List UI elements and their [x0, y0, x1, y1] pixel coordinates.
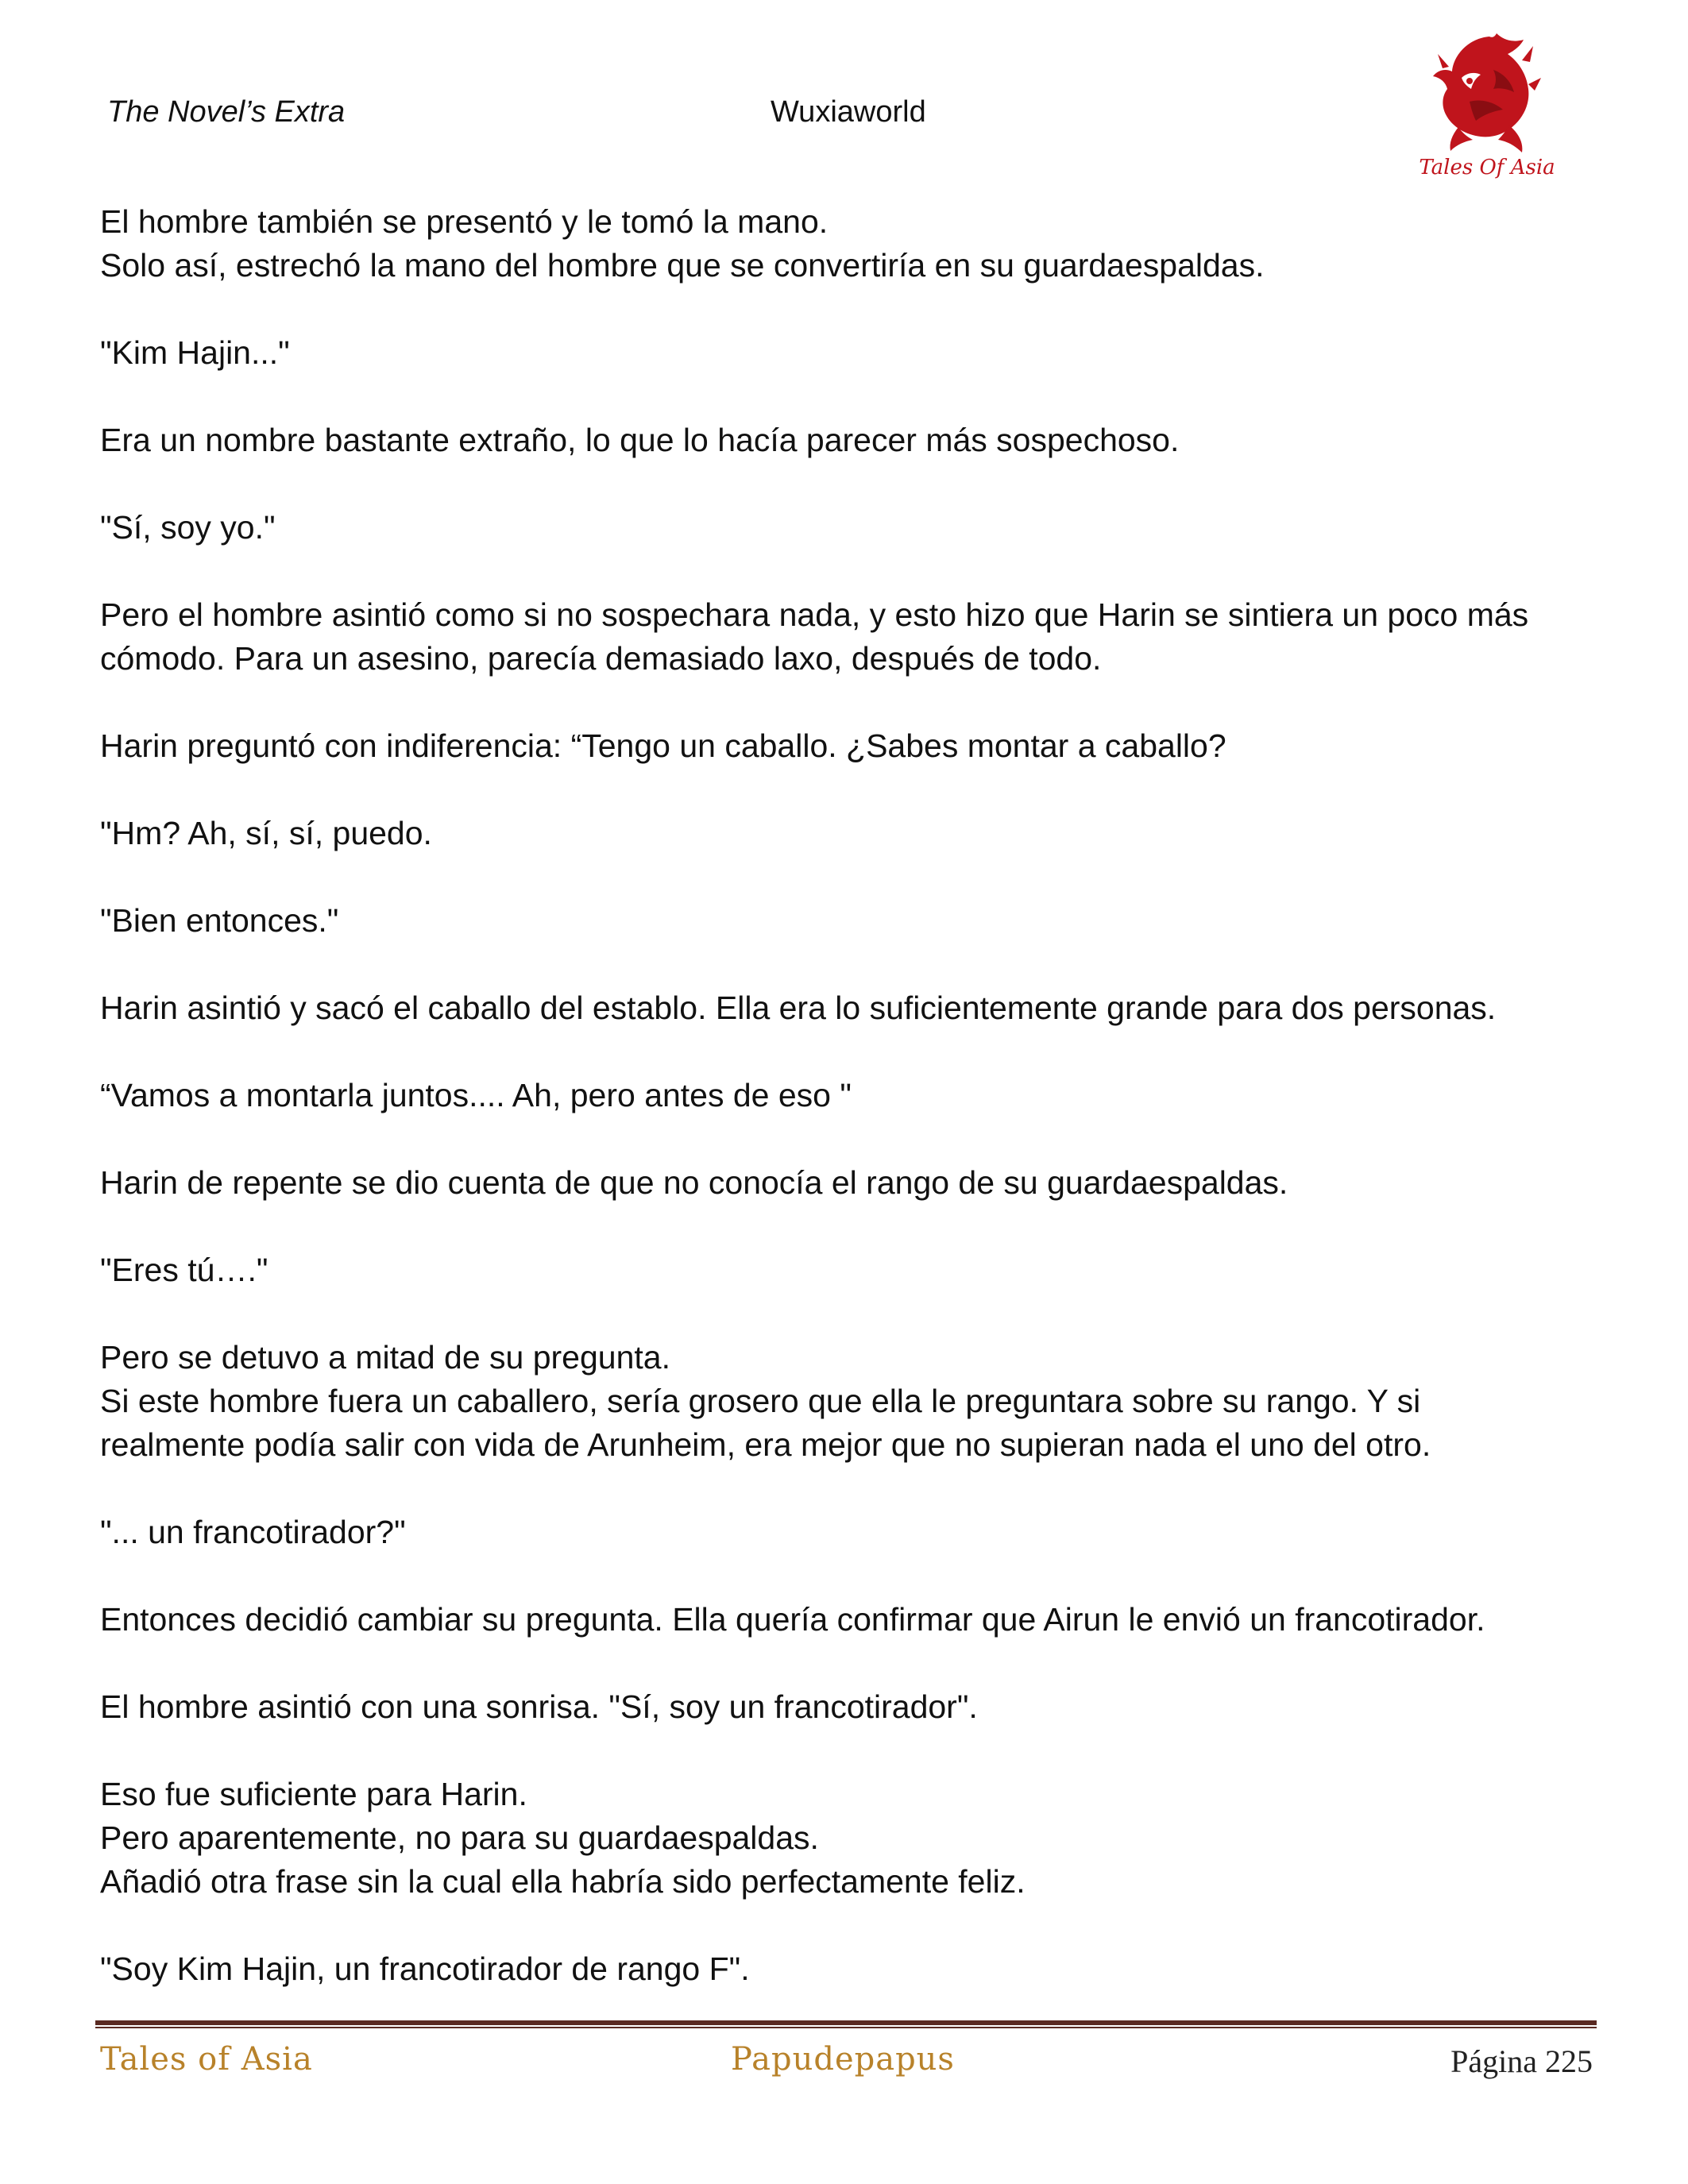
- paragraph: [100, 1511, 1593, 1554]
- text-line: Harin de repente se dio cuenta de que no conocía el rango de su guardaespaldas.: [100, 1164, 1288, 1201]
- text-line: Pero se detuvo a mitad de su pregunta.: [100, 1339, 670, 1376]
- text-line: "Eres tú….": [100, 1252, 268, 1288]
- text-line: "Sí, soy yo.": [100, 509, 276, 546]
- paragraph: [100, 1248, 1593, 1292]
- logo-caption: Tales Of Asia: [1419, 156, 1555, 179]
- paragraph: [100, 1685, 1593, 1729]
- paragraph: [100, 899, 1593, 943]
- book-title: The Novel’s Extra: [107, 95, 346, 129]
- text-line: "Kim Hajin...": [100, 334, 290, 371]
- paragraph: [100, 200, 1593, 287]
- text-line: Solo así, estrechó la mano del hombre que se convertiría en su guardaespaldas.: [100, 247, 1265, 284]
- footer-site-name: Tales of Asia: [100, 2041, 313, 2078]
- footer-divider: [95, 2020, 1597, 2028]
- text-line: "Hm? Ah, sí, sí, puedo.: [100, 815, 432, 851]
- paragraph: [100, 331, 1593, 375]
- text-line: realmente podía salir con vida de Arunheim, era mejor que no supieran nada el uno del otro.: [100, 1426, 1431, 1463]
- source-name: Wuxiaworld: [771, 95, 926, 129]
- text-line: "... un francotirador?": [100, 1514, 406, 1550]
- text-line: cómodo. Para un asesino, parecía demasiado laxo, después de todo.: [100, 640, 1102, 677]
- text-line: Añadió otra frase sin la cual ella habría sido perfectamente feliz.: [100, 1863, 1026, 1900]
- paragraph: [100, 1074, 1593, 1117]
- text-line: Entonces decidió cambiar su pregunta. Ella quería confirmar que Airun le envió un francotirador.: [100, 1601, 1485, 1638]
- text-line: Si este hombre fuera un caballero, sería grosero que ella le preguntara sobre su rango. Y si: [100, 1383, 1421, 1419]
- paragraph: [100, 593, 1593, 681]
- paragraph: [100, 812, 1593, 855]
- page-number: Página 225: [1450, 2043, 1593, 2079]
- text-line: Harin preguntó con indiferencia: “Tengo un caballo. ¿Sabes montar a caballo?: [100, 727, 1226, 764]
- paragraph: [100, 986, 1593, 1030]
- paragraph: [100, 1598, 1593, 1642]
- text-line: Eso fue suficiente para Harin.: [100, 1776, 527, 1812]
- paragraph: [100, 1773, 1593, 1904]
- text-line: Era un nombre bastante extraño, lo que lo hacía parecer más sospechoso.: [100, 422, 1180, 458]
- paragraph: [100, 419, 1593, 462]
- text-line: "Soy Kim Hajin, un francotirador de rango F".: [100, 1951, 750, 1987]
- paragraph: [100, 1161, 1593, 1205]
- footer-translator: Papudepapus: [731, 2041, 955, 2078]
- chapter-text: [100, 200, 1593, 2035]
- text-line: Pero aparentemente, no para su guardaespaldas.: [100, 1819, 819, 1856]
- paragraph: [100, 506, 1593, 550]
- paragraph: [100, 1336, 1593, 1467]
- text-line: El hombre también se presentó y le tomó la mano.: [100, 203, 829, 240]
- paragraph: [100, 724, 1593, 768]
- text-line: Pero el hombre asintió como si no sospechara nada, y esto hizo que Harin se sintiera un poco más: [100, 596, 1529, 633]
- page-header: [0, 0, 1688, 191]
- paragraph: [100, 1947, 1593, 1991]
- text-line: "Bien entonces.": [100, 902, 339, 939]
- text-line: Harin asintió y sacó el caballo del establo. Ella era lo suficientemente grande para dos personas.: [100, 990, 1497, 1026]
- text-line: El hombre asintió con una sonrisa. "Sí, soy un francotirador".: [100, 1688, 978, 1725]
- text-line: “Vamos a montarla juntos.... Ah, pero antes de eso ": [100, 1077, 852, 1113]
